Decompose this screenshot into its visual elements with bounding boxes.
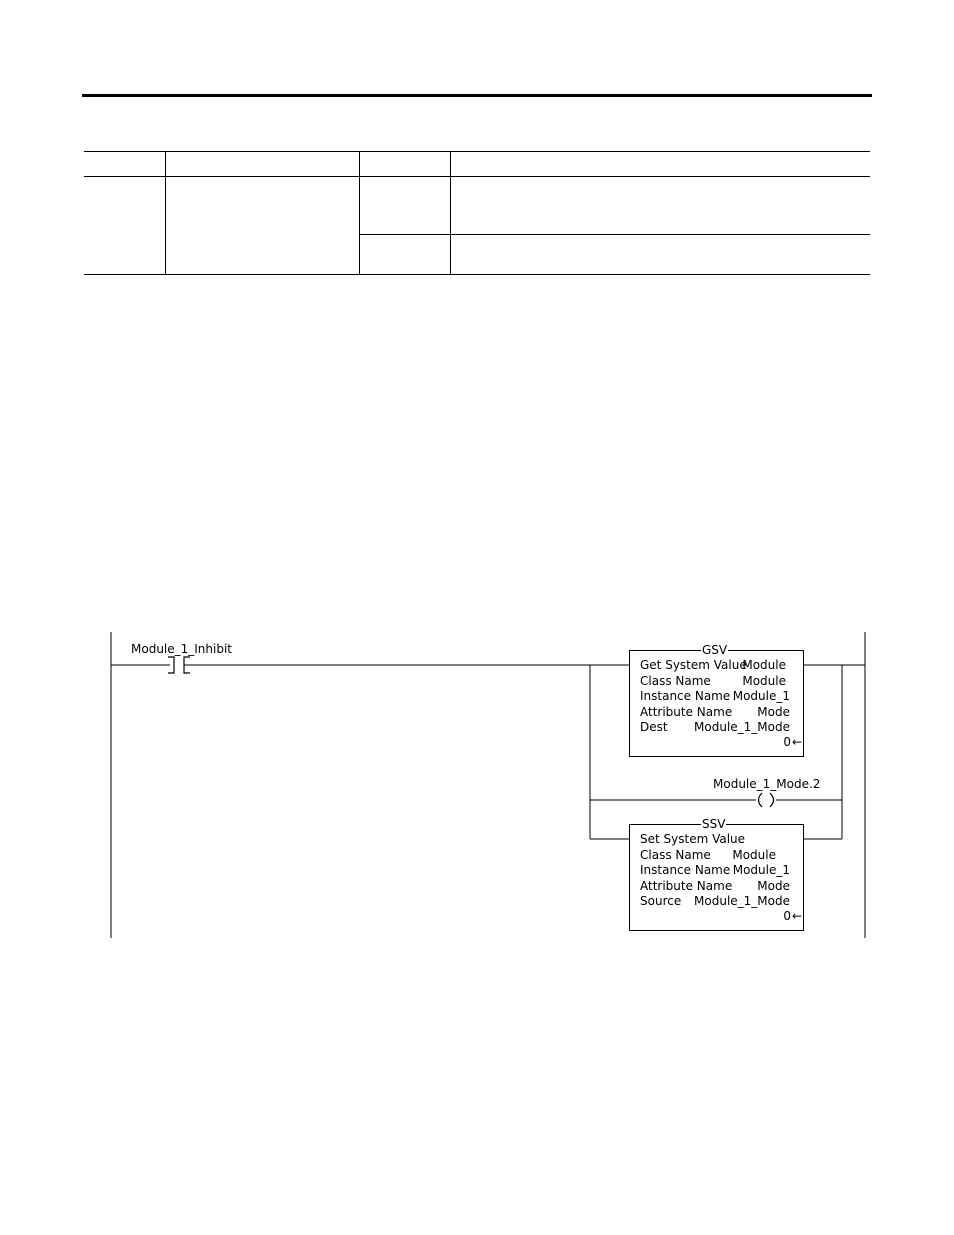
gsv-row-label: Attribute Name <box>640 705 733 719</box>
ssv-row-label: Attribute Name <box>640 879 733 893</box>
gsv-row-value: Module_1 <box>732 689 790 703</box>
gsv-row-value: Module <box>742 658 786 672</box>
gsv-row-label: Instance Name <box>640 689 731 703</box>
parameter-table <box>0 0 954 300</box>
ssv-row-label: Source <box>640 894 682 908</box>
gsv-row-label: Class Name <box>640 674 711 688</box>
arrow-left-icon: ← <box>791 735 802 749</box>
gsv-row-value: Module <box>742 674 786 688</box>
gsv-row-label: Dest <box>640 720 668 734</box>
coil-tag-label: Module_1_Mode.2 <box>713 777 821 791</box>
table-col-divider-1 <box>165 151 166 275</box>
gsv-dest-value: 0 <box>783 735 791 749</box>
ssv-title: SSV <box>702 817 726 831</box>
output-coil-symbol <box>759 793 774 807</box>
table-inner-rule <box>360 234 870 235</box>
ssv-row-value: Module_1_Mode <box>694 894 790 908</box>
arrow-left-icon: ← <box>791 909 802 923</box>
ssv-source-value: 0 <box>783 909 791 923</box>
ssv-row-value: Module_1 <box>732 863 790 877</box>
table-bottom-rule <box>84 274 870 275</box>
gsv-instruction-block[interactable] <box>629 643 804 757</box>
table-col-divider-3 <box>450 151 451 275</box>
table-top-rule <box>84 151 870 152</box>
gsv-row-label: Get System Value <box>640 658 747 672</box>
ssv-row-label: Class Name <box>640 848 711 862</box>
gsv-title: GSV <box>702 643 728 657</box>
table-header-rule <box>84 176 870 177</box>
gsv-row-value: Module_1_Mode <box>694 720 790 734</box>
ssv-row-label: Set System Value <box>640 832 746 846</box>
ssv-row-value: Module <box>732 848 776 862</box>
ssv-instruction-block[interactable] <box>629 817 804 931</box>
gsv-row-value: Mode <box>757 705 790 719</box>
ladder-diagram <box>0 620 954 950</box>
ssv-row-label: Instance Name <box>640 863 731 877</box>
ssv-row-value: Mode <box>757 879 790 893</box>
table-col-divider-2 <box>359 151 360 275</box>
contact-tag-label: Module_1_Inhibit <box>131 642 233 656</box>
